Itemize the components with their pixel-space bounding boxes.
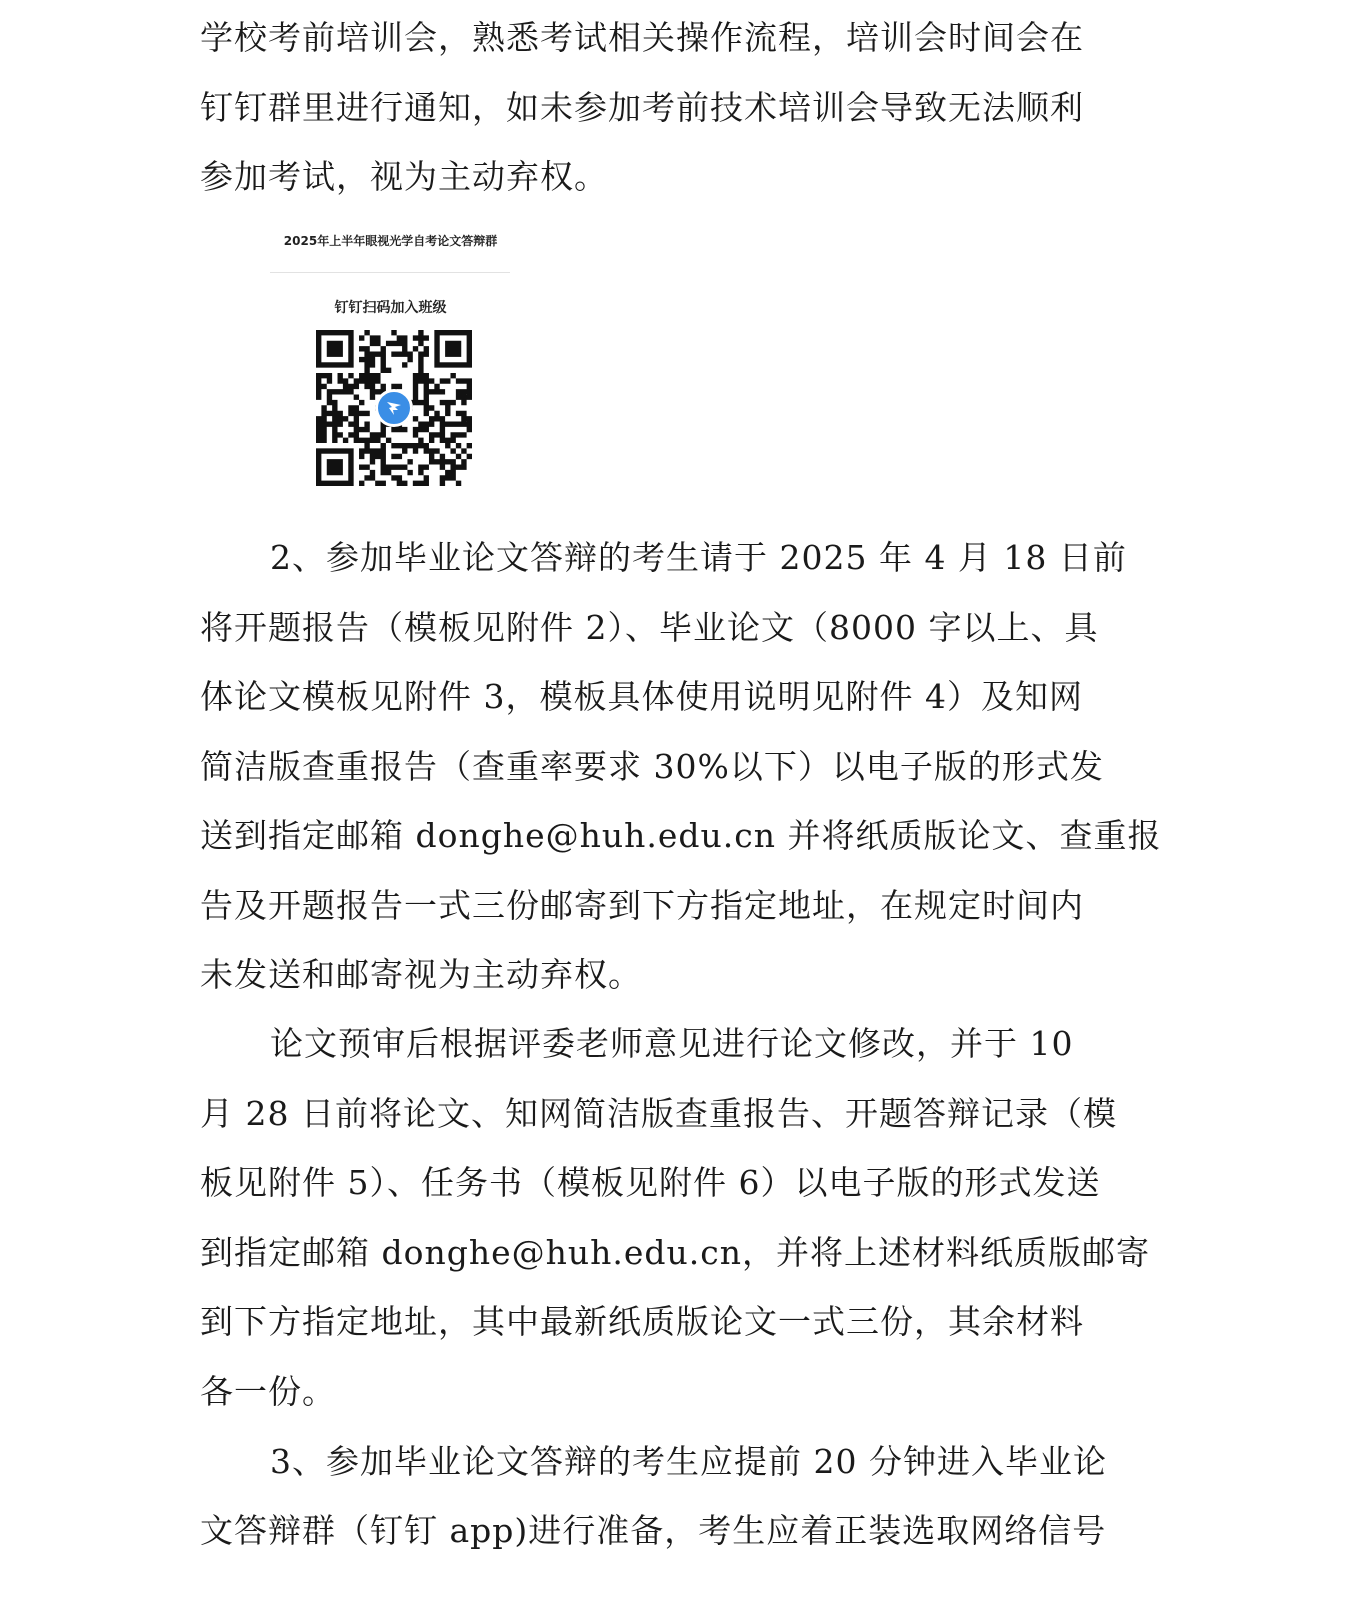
paragraph-3-line: 板见附件 5）、任务书（模板见附件 6）以电子版的形式发送 <box>200 1163 1101 1202</box>
paragraph-2-line: 送到指定邮箱 donghe@huh.edu.cn 并将纸质版论文、查重报 <box>200 816 1162 855</box>
paragraph-2-line: 2、参加毕业论文答辩的考生请于 2025 年 4 月 18 日前 <box>270 538 1127 577</box>
qr-card <box>268 222 513 507</box>
qr-divider <box>270 272 510 273</box>
paragraph-2-line: 体论文模板见附件 3，模板具体使用说明见附件 4）及知网 <box>200 677 1083 716</box>
text-line: 参加考试，视为主动弃权。 <box>200 157 608 196</box>
paragraph-2-line: 告及开题报告一式三份邮寄到下方指定地址，在规定时间内 <box>200 886 1084 925</box>
paragraph-2-line: 未发送和邮寄视为主动弃权。 <box>200 955 642 994</box>
paragraph-3-line: 月 28 日前将论文、知网简洁版查重报告、开题答辩记录（模 <box>200 1094 1117 1133</box>
qr-title: 2025年上半年眼视光学自考论文答辩群 <box>283 234 498 248</box>
paragraph-2-line: 将开题报告（模板见附件 2）、毕业论文（8000 字以上、具 <box>200 608 1099 647</box>
text-line: 学校考前培训会，熟悉考试相关操作流程，培训会时间会在 <box>200 18 1084 57</box>
paragraph-3-line: 各一份。 <box>200 1372 336 1411</box>
paragraph-2-line: 简洁版查重报告（查重率要求 30%以下）以电子版的形式发 <box>200 747 1104 786</box>
qr-code[interactable] <box>316 330 472 486</box>
dingtalk-logo-icon <box>375 389 413 427</box>
paragraph-3-line: 到下方指定地址，其中最新纸质版论文一式三份，其余材料 <box>200 1302 1084 1341</box>
paragraph-3-line: 到指定邮箱 donghe@huh.edu.cn，并将上述材料纸质版邮寄 <box>200 1233 1151 1272</box>
paragraph-3-line: 论文预审后根据评委老师意见进行论文修改，并于 10 <box>270 1024 1074 1063</box>
paragraph-4-line: 3、参加毕业论文答辩的考生应提前 20 分钟进入毕业论 <box>270 1442 1107 1481</box>
text-line: 钉钉群里进行通知，如未参加考前技术培训会导致无法顺利 <box>200 88 1084 127</box>
qr-subtitle: 钉钉扫码加入班级 <box>334 300 447 316</box>
paragraph-4-line: 文答辩群（钉钉 app)进行准备，考生应着正装选取网络信号 <box>200 1511 1107 1550</box>
